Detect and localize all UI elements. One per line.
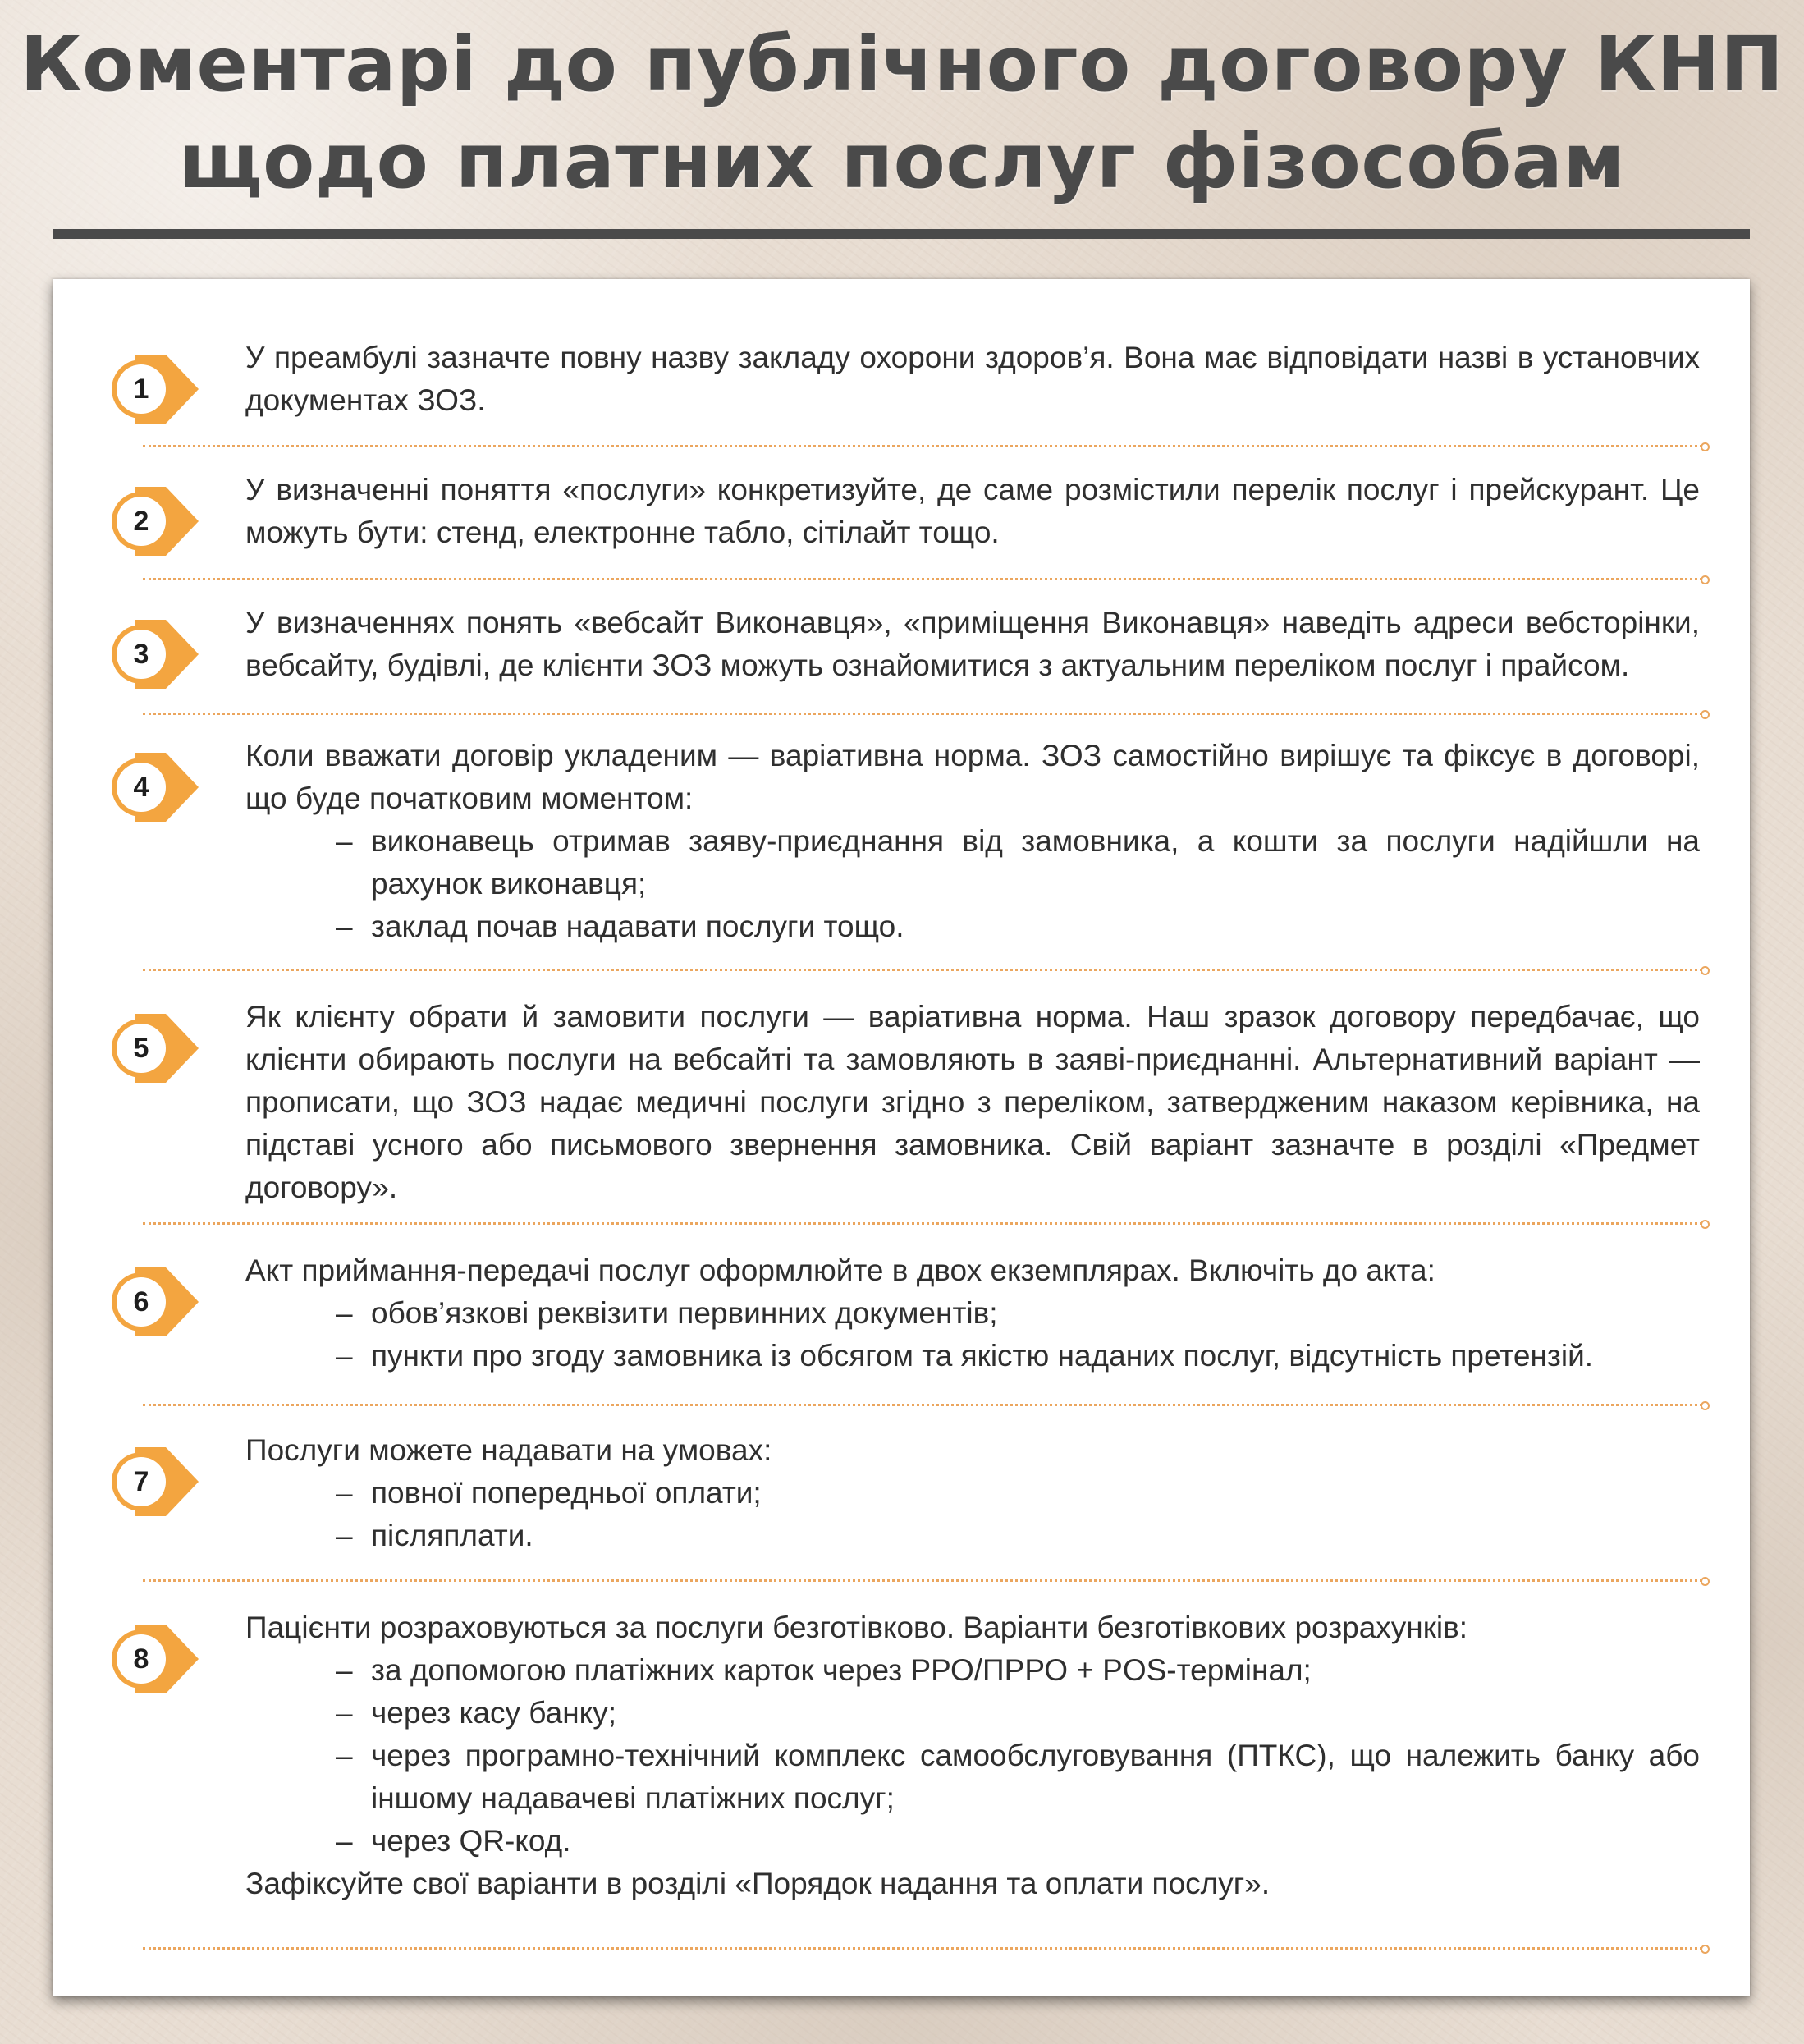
item-text: У визначеннях понять «вебсайт Виконавця», «приміщення Виконавця» наведіть адреси вебсторінки, вебсайту, будівлі, де клієнти ЗОЗ можуть ознайомитися з актуальним переліком послуг і прайсом. <box>245 606 1700 682</box>
number-badge <box>107 620 202 689</box>
item-text: Коли вважати договір укладеним — варіативна норма. ЗОЗ самостійно вирішує та фіксує в договорі, що буде початковим моментом: <box>245 739 1700 815</box>
item-number: 2 <box>133 506 149 537</box>
bullet-item: – через касу банку; <box>245 1692 1700 1735</box>
item-text: Пацієнти розраховуються за послуги безготівково. Варіанти безготівкових розрахунків: <box>245 1611 1468 1644</box>
item-text: У преамбулі зазначте повну назву закладу охорони здоров’я. Вона має відповідати назві в установчих документах ЗОЗ. <box>245 341 1700 417</box>
item-text: Послуги можете надавати на умовах: <box>245 1433 772 1467</box>
item-body <box>245 337 1700 422</box>
item-number: 3 <box>133 639 149 670</box>
item-number: 1 <box>133 374 149 405</box>
item-footer-text: Зафіксуйте свої варіанти в розділі «Порядок надання та оплати послуг». <box>245 1867 1271 1900</box>
bullet-item: – повної попередньої оплати; <box>245 1472 1700 1515</box>
item-bullets <box>245 1649 1700 1863</box>
bullet-item: – через програмно-технічний комплекс самообслуговування (ПТКС), що належить банку або іншому надавачеві платіжних послуг; <box>245 1735 1700 1820</box>
separator-end-dot <box>1701 1945 1710 1954</box>
number-badge <box>107 1447 202 1516</box>
separator-end-dot <box>1701 966 1710 975</box>
item-body <box>245 735 1700 948</box>
comments-card <box>53 279 1750 1996</box>
item-bullets <box>245 820 1700 948</box>
number-badge <box>107 1267 202 1336</box>
separator-end-dot <box>1701 575 1710 584</box>
bullet-item: – заклад почав надавати послуги тощо. <box>245 905 1700 948</box>
bullet-item: – через QR-код. <box>245 1820 1700 1863</box>
item-number: 5 <box>133 1033 149 1064</box>
item-number: 6 <box>133 1286 149 1318</box>
item-separator <box>143 1222 1702 1225</box>
number-badge <box>107 355 202 424</box>
page-title <box>0 16 1804 210</box>
number-badge <box>107 753 202 822</box>
title-divider <box>53 229 1750 239</box>
separator-end-dot <box>1701 1577 1710 1586</box>
item-number: 4 <box>133 772 149 803</box>
bullet-item: – пункти про згоду замовника із обсягом та якістю наданих послуг, відсутність претензій. <box>245 1335 1700 1377</box>
item-body <box>245 996 1700 1209</box>
item-number: 7 <box>133 1466 149 1497</box>
item-body <box>245 469 1700 554</box>
item-separator <box>143 1404 1702 1406</box>
title-line-1: Коментарі до публічного договору КНП <box>20 21 1784 108</box>
number-badge <box>107 1625 202 1693</box>
item-separator <box>143 713 1702 715</box>
bullet-item: – за допомогою платіжних карток через РРО/ПРРО + POS-термінал; <box>245 1649 1700 1692</box>
title-line-2: щодо платних послуг фізособам <box>178 117 1626 205</box>
item-text: Акт приймання-передачі послуг оформлюйте в двох екземплярах. Включіть до акта: <box>245 1253 1435 1287</box>
item-body <box>245 602 1700 687</box>
item-separator <box>143 969 1702 971</box>
item-bullets <box>245 1472 1700 1557</box>
bullet-item: – обов’язкові реквізити первинних документів; <box>245 1292 1700 1335</box>
separator-end-dot <box>1701 442 1710 451</box>
item-body <box>245 1606 1700 1905</box>
item-separator <box>143 578 1702 580</box>
number-badge <box>107 1014 202 1083</box>
item-separator <box>143 445 1702 447</box>
item-body <box>245 1249 1700 1377</box>
separator-end-dot <box>1701 1220 1710 1229</box>
separator-end-dot <box>1701 710 1710 719</box>
separator-end-dot <box>1701 1401 1710 1410</box>
bullet-item: – виконавець отримав заяву-приєднання від замовника, а кошти за послуги надійшли на рахунок виконавця; <box>245 820 1700 905</box>
item-body <box>245 1429 1700 1557</box>
item-number: 8 <box>133 1643 149 1675</box>
item-separator <box>143 1579 1702 1582</box>
number-badge <box>107 487 202 556</box>
bullet-item: – післяплати. <box>245 1515 1700 1557</box>
item-text: У визначенні поняття «послуги» конкретизуйте, де саме розмістили перелік послуг і прейскурант. Це можуть бути: стенд, електронне табло, сітілайт тощо. <box>245 473 1700 549</box>
item-bullets <box>245 1292 1700 1377</box>
item-separator <box>143 1947 1702 1950</box>
item-text: Як клієнту обрати й замовити послуги — варіативна норма. Наш зразок договору передбачає, що клієнти обирають послуги на вебсайті та замовляють в заяві-приєднанні. Альтернативний варіант — прописати, що ЗОЗ надає медичні послуги згідно з переліком, затвердженим наказом керівника, на підставі усного або письмового звернення замовника. Свій варіант зазначте в розділі «Предмет договору». <box>245 1000 1700 1204</box>
